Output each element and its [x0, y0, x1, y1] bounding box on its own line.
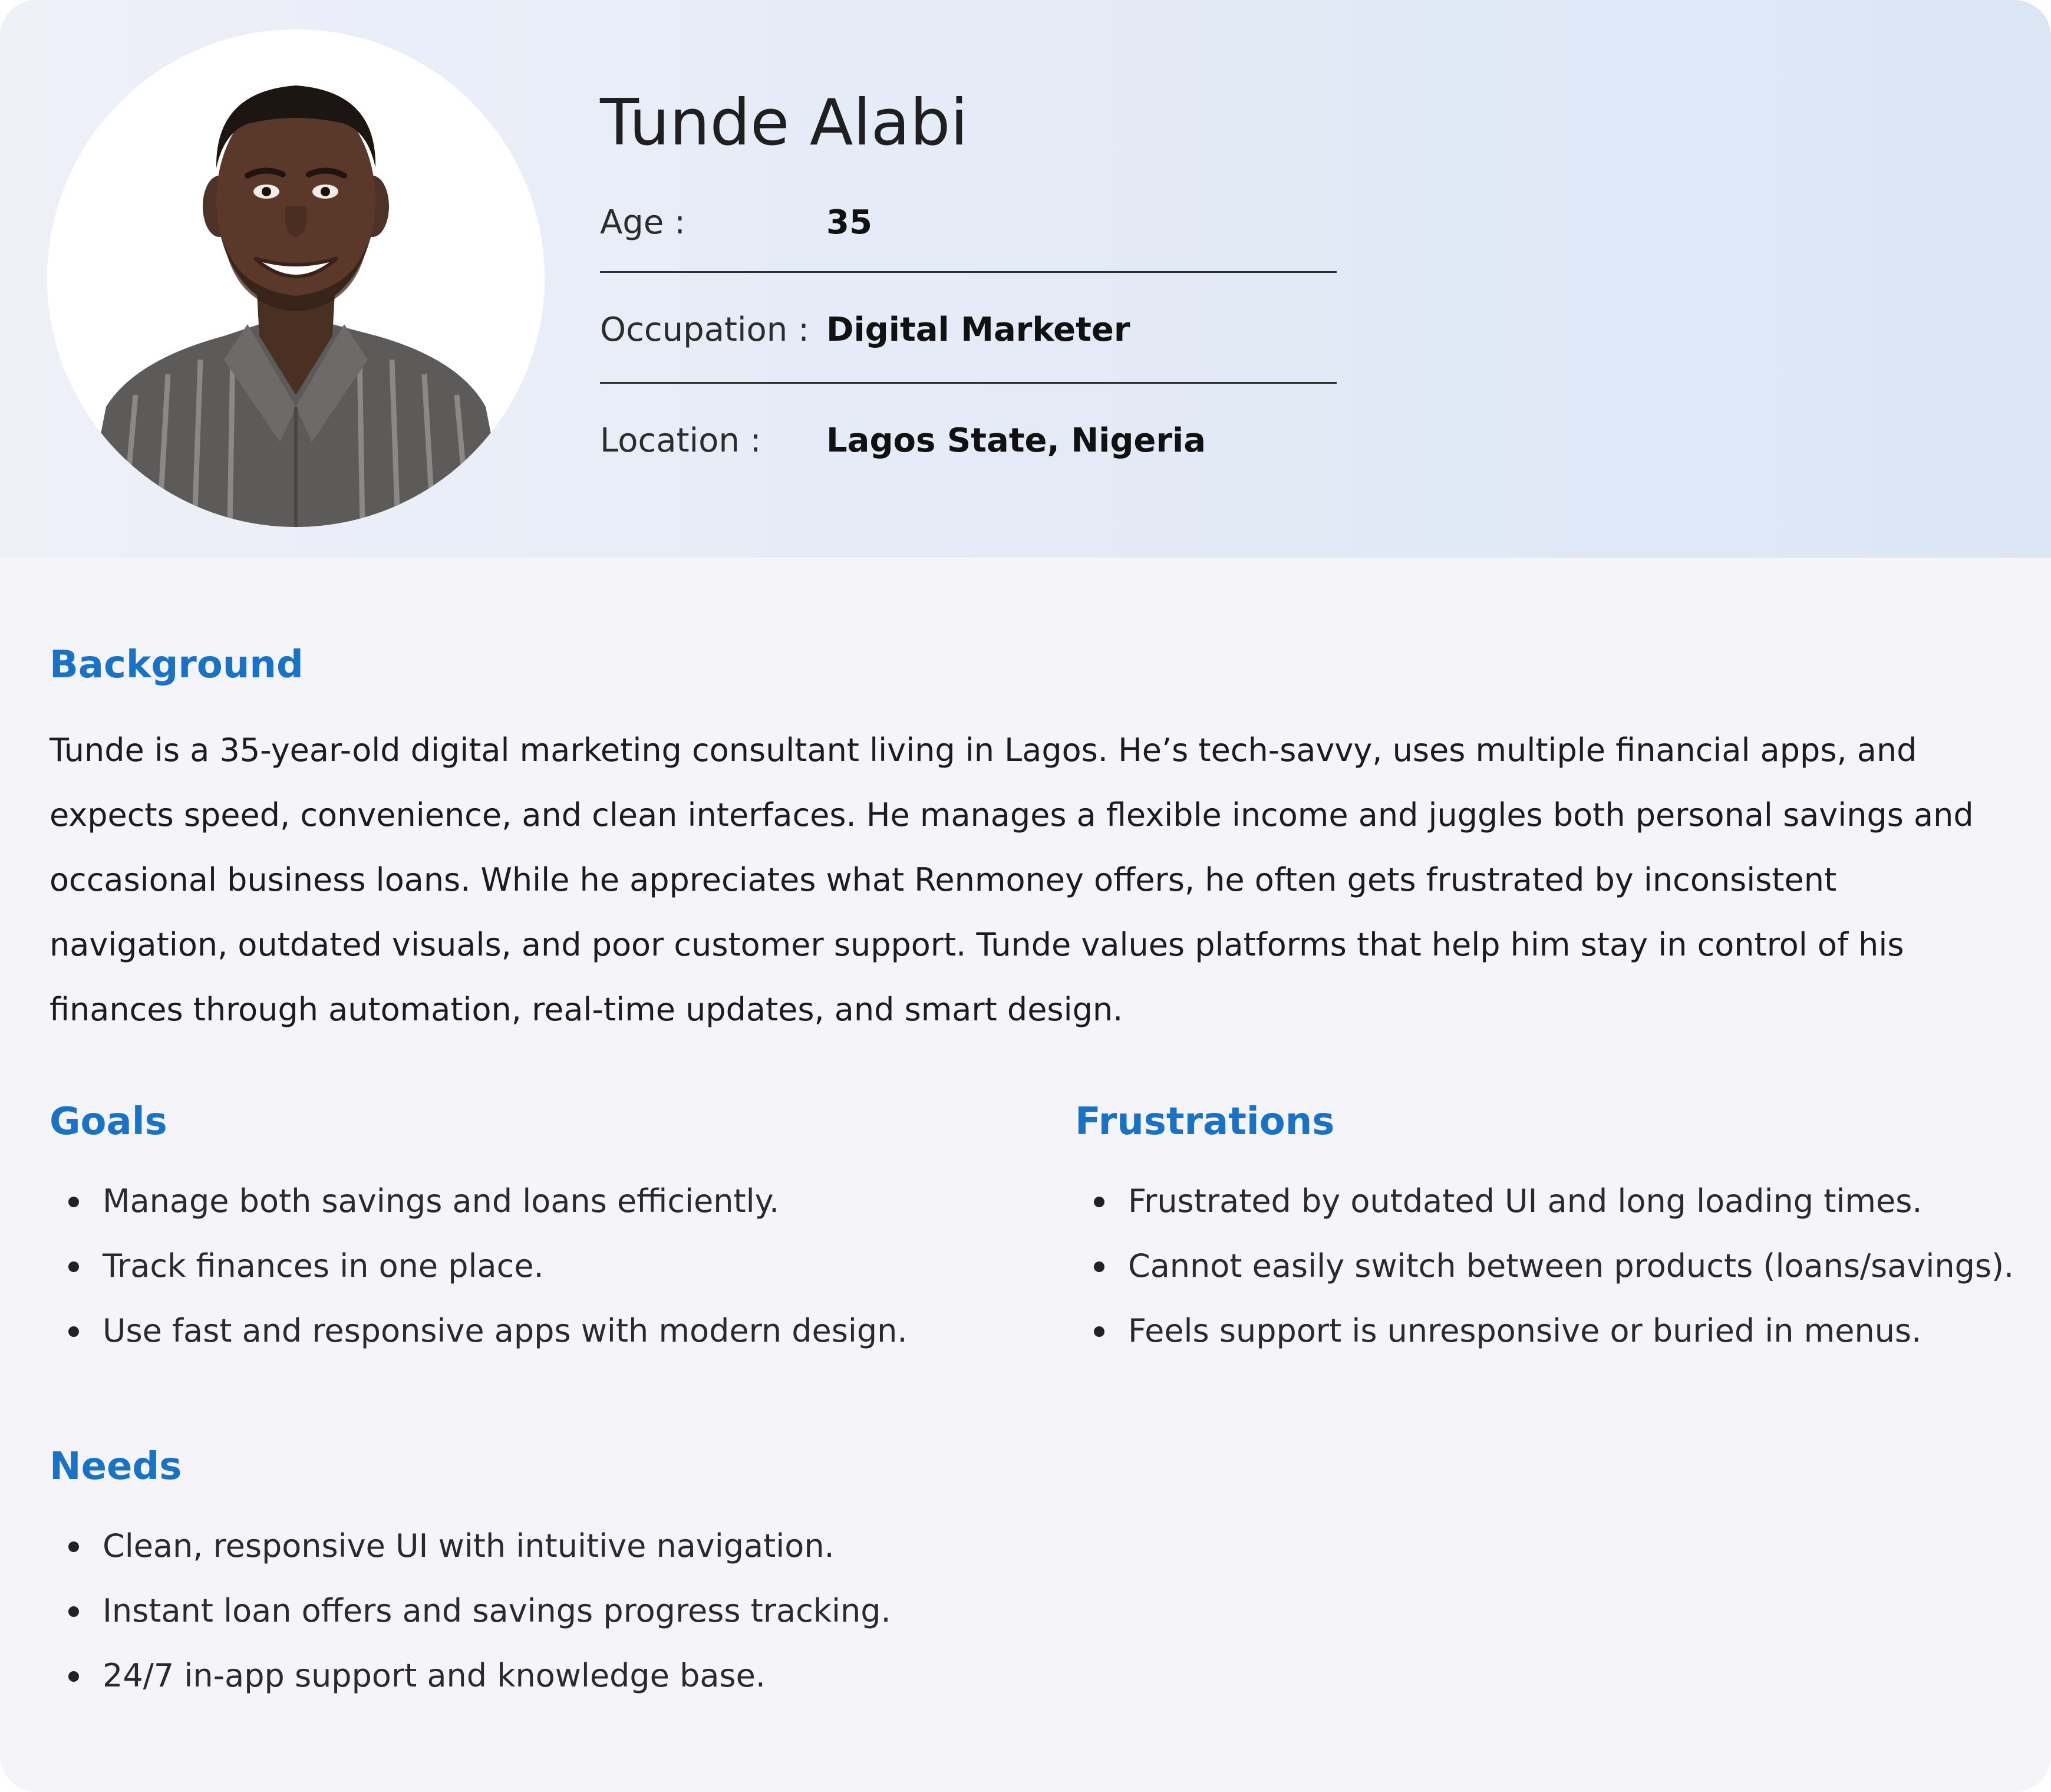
profile-header	[0, 0, 2051, 558]
bullet-icon	[68, 1606, 79, 1617]
background-line: navigation, outdated visuals, and poor customer support. Tunde values platforms that help him stay in control of his	[50, 926, 1904, 963]
frustrations-heading: Frustrations	[1075, 1100, 1335, 1144]
frustration-item	[1075, 1234, 2014, 1299]
background-heading: Background	[50, 643, 304, 687]
background-line: occasional business loans. While he appreciates what Renmoney offers, he often gets frustrated by inconsistent	[50, 861, 1837, 898]
need-text: Instant loan offers and savings progress tracking.	[103, 1592, 891, 1629]
frustration-text: Cannot easily switch between products (loans/savings).	[1128, 1247, 2014, 1284]
background-line: finances through automation, real-time updates, and smart design.	[50, 991, 1123, 1028]
goal-text: Manage both savings and loans efficiently.	[103, 1182, 780, 1220]
goals-list	[50, 1169, 908, 1363]
need-text: 24/7 in-app support and knowledge base.	[103, 1657, 766, 1694]
age-value: 35	[826, 203, 872, 242]
field-divider	[600, 271, 1337, 273]
bullet-icon	[1094, 1326, 1104, 1337]
location-label: Location :	[600, 421, 761, 460]
profile-photo-illustration	[47, 29, 545, 527]
needs-heading: Needs	[50, 1445, 182, 1488]
profile-photo	[47, 29, 545, 527]
need-item	[50, 1579, 891, 1643]
need-text: Clean, responsive UI with intuitive navigation.	[103, 1527, 835, 1564]
goal-text: Track finances in one place.	[103, 1247, 544, 1284]
goal-text: Use fast and responsive apps with modern design.	[103, 1312, 908, 1349]
goal-item	[50, 1234, 908, 1299]
frustrations-list	[1075, 1169, 2014, 1363]
location-value: Lagos State, Nigeria	[826, 421, 1206, 460]
bullet-icon	[1094, 1197, 1104, 1207]
field-divider	[600, 382, 1337, 384]
occupation-label: Occupation :	[600, 311, 809, 349]
frustration-item	[1075, 1169, 2014, 1234]
background-paragraph	[50, 718, 1994, 1042]
bullet-icon	[68, 1671, 79, 1682]
bullet-icon	[68, 1541, 79, 1552]
occupation-value: Digital Marketer	[826, 311, 1130, 349]
bullet-icon	[68, 1197, 79, 1207]
needs-list	[50, 1514, 891, 1708]
goal-item	[50, 1299, 908, 1363]
bullet-icon	[68, 1261, 79, 1272]
bullet-icon	[68, 1326, 79, 1337]
frustration-text: Feels support is unresponsive or buried in menus.	[1128, 1312, 1922, 1349]
goals-heading: Goals	[50, 1100, 167, 1144]
age-label: Age :	[600, 203, 685, 242]
need-item	[50, 1514, 891, 1579]
goal-item	[50, 1169, 908, 1234]
need-item	[50, 1643, 891, 1708]
frustration-text: Frustrated by outdated UI and long loading times.	[1128, 1182, 1923, 1220]
background-line: expects speed, convenience, and clean interfaces. He manages a flexible income and juggles both personal savings and	[50, 796, 1974, 834]
persona-name: Tunde Alabi	[600, 86, 968, 160]
background-line: Tunde is a 35-year-old digital marketing consultant living in Lagos. He’s tech-savvy, uses multiple financial apps, and	[50, 732, 1917, 769]
frustration-item	[1075, 1299, 2014, 1363]
bullet-icon	[1094, 1261, 1104, 1272]
